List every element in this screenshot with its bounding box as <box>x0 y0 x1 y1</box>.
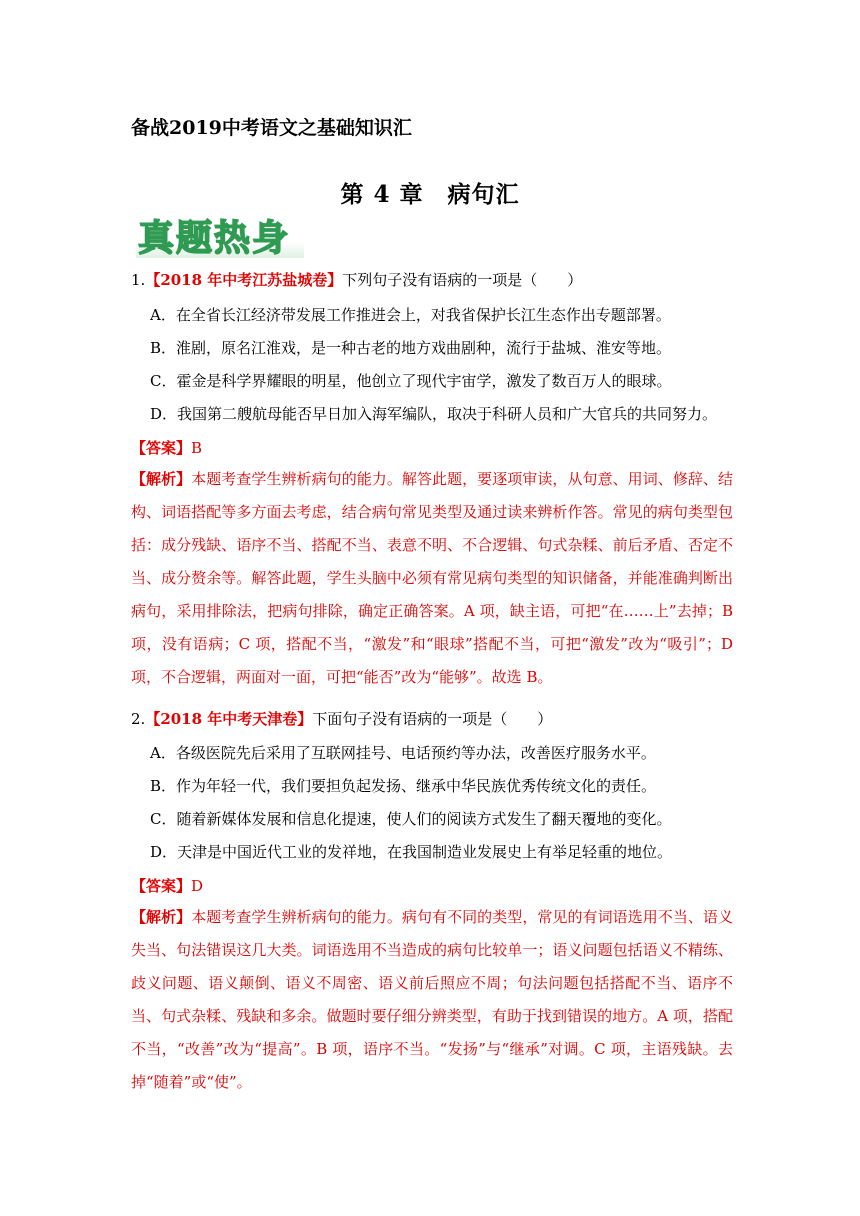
banner-text: 真题热身 <box>138 218 291 259</box>
question-1-option-a: A．在全省长江经济带发展工作推进会上，对我省保护长江生态作出专题部署。 <box>150 306 671 324</box>
question-source: 【2018 年中考江苏盐城卷】 <box>145 271 343 289</box>
question-1-stem <box>131 269 582 290</box>
question-1-analysis <box>131 463 733 694</box>
answer-label: 【答案】 <box>131 877 192 895</box>
question-2-analysis <box>131 901 733 1099</box>
question-2-answer <box>131 875 203 896</box>
question-source: 【2018 年中考天津卷】 <box>145 710 313 728</box>
chapter-title: 第 4 章 病句汇 <box>340 181 520 208</box>
analysis-label: 【解析】 <box>131 908 192 926</box>
question-text: 下列句子没有语病的一项是（ ） <box>342 271 583 289</box>
question-2-stem <box>131 708 552 729</box>
answer-value: D <box>191 877 204 895</box>
document-header: 备战2019中考语文之基础知识汇 <box>131 117 412 139</box>
question-2-option-c: C．随着新媒体发展和信息化提速，使人们的阅读方式发生了翻天覆地的变化。 <box>150 810 672 828</box>
question-1-option-d: D．我国第二艘航母能否早日加入海军编队，取决于科研人员和广大官兵的共同努力。 <box>150 405 718 423</box>
question-2-option-d: D．天津是中国近代工业的发祥地，在我国制造业发展史上有举足轻重的地位。 <box>150 843 673 861</box>
banner-graphic <box>136 212 306 260</box>
question-text: 下面句子没有语病的一项是（ ） <box>312 710 553 728</box>
question-number: 2. <box>131 710 146 728</box>
analysis-text: 本题考查学生辨析病句的能力。病句有不同的类型，常见的有词语选用不当、语义失当、句法错误这几大类。词语选用不当造成的病句比较单一；语义问题包括语义不精练、歧义问题、语义颠倒、语义不周密、语义前后照应不周；句法问题包括搭配不当、语序不当、句式杂糅、残缺和多余。做题时要仔细分辨类型，有助于找到错误的地方。A 项，搭配不当，“改善”改为“提高”。B 项，语序不当。“发扬”与“继承”对调。C 项，主语残缺。去掉“随着”或“使”。 <box>131 908 733 1091</box>
question-1-option-b: B．淮剧，原名江淮戏，是一种古老的地方戏曲剧种，流行于盐城、淮安等地。 <box>150 339 672 357</box>
question-2-option-b: B．作为年轻一代，我们要担负起发扬、继承中华民族优秀传统文化的责任。 <box>150 777 657 795</box>
question-1-answer <box>131 437 202 458</box>
analysis-text: 本题考查学生辨析病句的能力。解答此题，要逐项审读，从句意、用词、修辞、结构、词语搭配等多方面去考虑，结合病句常见类型及通过读来辨析作答。常见的病句类型包括：成分残缺、语序不当、搭配不当、表意不明、不合逻辑、句式杂糅、前后矛盾、否定不当、成分赘余等。解答此题，学生头脑中必须有常见病句类型的知识储备，并能准确判断出病句，采用排除法，把病句排除，确定正确答案。A 项，缺主语，可把“在……上”去掉；B 项，没有语病；C 项，搭配不当，“激发”和“眼球”搭配不当，可把“激发”改为“吸引”；D 项，不合逻辑，两面对一面，可把“能否”改为“能够”。故选 B。 <box>131 470 733 686</box>
question-1-option-c: C．霍金是科学界耀眼的明星，他创立了现代宇宙学，激发了数百万人的眼球。 <box>150 372 672 390</box>
analysis-label: 【解析】 <box>131 470 192 488</box>
question-number: 1. <box>131 271 146 289</box>
answer-label: 【答案】 <box>131 439 192 457</box>
question-2-option-a: A．各级医院先后采用了互联网挂号、电话预约等办法，改善医疗服务水平。 <box>150 744 656 762</box>
answer-value: B <box>191 439 203 457</box>
